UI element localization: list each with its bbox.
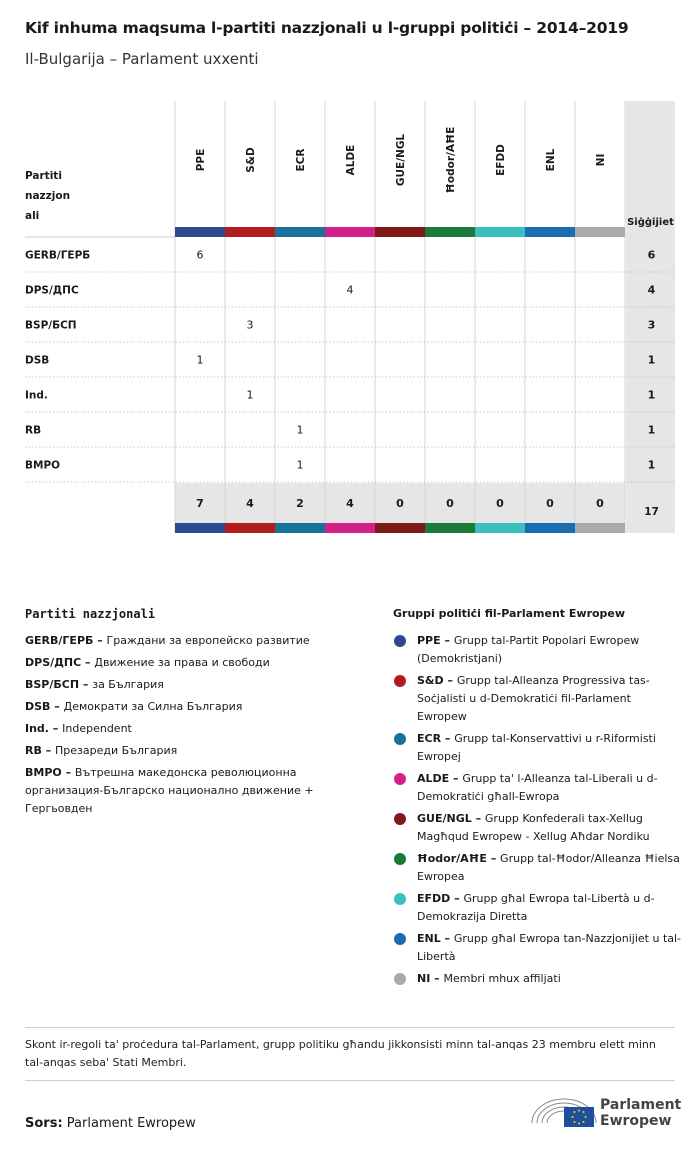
party-legend-item (25, 676, 375, 694)
group-header: ALDE (345, 144, 357, 176)
group-abbr: ENL – (417, 932, 454, 945)
group-color-bar (525, 523, 575, 533)
party-row-label: Ind. (25, 389, 48, 402)
party-abbr: RB – (25, 744, 56, 757)
group-color-dot (394, 733, 406, 745)
column-total: 0 (396, 497, 404, 510)
seat-value: 3 (246, 318, 254, 332)
party-name: Движение за права и свободи (94, 656, 270, 669)
group-color-dot (394, 853, 406, 865)
group-legend-item (393, 810, 683, 846)
column-total: 4 (246, 497, 254, 510)
group-color-bar (275, 227, 325, 237)
group-header: ECR (295, 148, 307, 172)
group-color-bar (575, 227, 625, 237)
group-abbr: ALDE – (417, 772, 463, 785)
group-abbr: Ħodor/AĦE – (417, 852, 501, 865)
party-row-label: BMPO (25, 459, 61, 472)
group-name: Grupp tal-Ħodor/Alleanza Ħielsa Ewropea (417, 852, 680, 883)
column-total: 0 (546, 497, 554, 510)
seat-value: 1 (296, 423, 304, 437)
seat-value: 1 (246, 388, 254, 402)
row-total: 1 (647, 353, 656, 367)
group-color-bar (275, 523, 325, 533)
party-legend-item (25, 720, 375, 738)
party-abbr: BMPO – (25, 766, 75, 779)
group-color-bar (425, 227, 475, 237)
group-color-dot (394, 973, 406, 985)
column-total: 0 (446, 497, 454, 510)
group-color-bar (375, 227, 425, 237)
row-total: 1 (647, 388, 656, 402)
group-name: Membri mhux affiljati (443, 972, 561, 985)
seat-value: 6 (196, 248, 204, 262)
group-name: Grupp tal-Alleanza Progressiva tas-Soċjalisti u d-Demokratiċi fil-Parlament Ewropew (417, 674, 650, 723)
group-header: GUE/NGL (395, 133, 407, 187)
seat-table (0, 0, 700, 540)
group-name: Grupp għal Ewropa tal-Libertà u d-Demokrazija Diretta (417, 892, 655, 923)
group-abbr: S&D – (417, 674, 457, 687)
group-color-bar (175, 523, 225, 533)
group-legend-item (393, 970, 683, 988)
party-row-label: RB (25, 424, 42, 437)
party-legend-item (25, 654, 375, 672)
group-color-dot (394, 813, 406, 825)
group-color-dot (394, 773, 406, 785)
group-abbr: PPE – (417, 634, 454, 647)
party-name: Independent (62, 722, 132, 735)
row-total: 3 (647, 318, 656, 332)
group-color-bar (225, 523, 275, 533)
column-total: 0 (496, 497, 504, 510)
row-total: 1 (647, 458, 656, 472)
source-text: Parlament Ewropew (66, 1116, 196, 1131)
group-color-bar (425, 523, 475, 533)
group-name: Grupp tal-Partit Popolari Ewropew (Demokristjani) (417, 634, 640, 665)
group-abbr: NI – (417, 972, 444, 985)
logo-wordmark (600, 1097, 681, 1129)
group-color-bar (575, 523, 625, 533)
group-name: Grupp ta' l-Alleanza tal-Liberali u d-Demokratiċi għall-Ewropa (417, 772, 658, 803)
logo-line2: Ewropew (600, 1113, 672, 1129)
group-color-bar (525, 227, 575, 237)
group-legend (393, 632, 683, 992)
seat-value: 1 (296, 458, 304, 472)
party-row-label: DSB (25, 354, 50, 367)
total-header: Siġġijiet (627, 217, 674, 228)
group-color-bar (325, 523, 375, 533)
group-color-bar (475, 227, 525, 237)
group-color-dot (394, 635, 406, 647)
party-abbr: GERB/ГЕРБ – (25, 634, 107, 647)
group-header: EFDD (495, 144, 507, 176)
group-header: NI (595, 153, 607, 167)
group-legend-item (393, 930, 683, 966)
group-name: Grupp għal Ewropa tan-Nazzjonijiet u tal-Libertà (417, 932, 682, 963)
divider (25, 1027, 675, 1028)
party-abbr: DSB – (25, 700, 64, 713)
chart-subtitle: Il-Bulgarija – Parlament uxxenti (25, 50, 259, 68)
seat-value: 1 (196, 353, 204, 367)
group-color-bar (225, 227, 275, 237)
party-name: за България (92, 678, 164, 691)
group-color-dot (394, 933, 406, 945)
column-total: 7 (196, 497, 204, 510)
source-label: Sors: (25, 1116, 63, 1131)
party-legend-item (25, 764, 375, 818)
group-color-bar (325, 227, 375, 237)
party-legend-title: Partiti nazzjonali (25, 607, 156, 621)
row-header-label: ali (25, 210, 40, 222)
logo-line1: Parlament (600, 1097, 682, 1113)
group-abbr: GUE/NGL – (417, 812, 485, 825)
party-name: Презареди България (55, 744, 178, 757)
grand-total: 17 (644, 506, 659, 518)
group-header: S&D (245, 147, 257, 173)
group-header: PPE (195, 148, 207, 172)
party-legend-item (25, 698, 375, 716)
row-total: 4 (647, 283, 656, 297)
party-abbr: BSP/БСП – (25, 678, 93, 691)
group-header: ENL (545, 148, 557, 172)
group-color-bar (475, 523, 525, 533)
group-color-bar (375, 523, 425, 533)
group-legend-item (393, 890, 683, 926)
group-name: Grupp tal-Konservattivi u r-Riformisti Ewropej (417, 732, 656, 763)
party-name: Граждани за европейско развитие (106, 634, 310, 647)
group-color-dot (394, 893, 406, 905)
party-abbr: DPS/ДПС – (25, 656, 95, 669)
source-line (25, 1116, 196, 1131)
row-header-label: Partiti (25, 170, 62, 182)
chart-title: Kif inhuma maqsuma l-partiti nazzjonali u l-gruppi politiċi – 2014–2019 (25, 19, 629, 37)
column-total: 2 (296, 497, 304, 510)
row-total: 1 (647, 423, 656, 437)
group-legend-item (393, 730, 683, 766)
group-abbr: EFDD – (417, 892, 464, 905)
row-total: 6 (647, 248, 656, 262)
group-legend-item (393, 672, 683, 726)
column-total: 4 (346, 497, 354, 510)
group-color-bar (175, 227, 225, 237)
group-abbr: ECR – (417, 732, 455, 745)
group-legend-item (393, 632, 683, 668)
seat-value: 4 (346, 283, 354, 297)
party-name: Вътрешна македонска революционна организация-Българско национално движение + Гергьовден (25, 766, 314, 815)
party-legend-item (25, 632, 375, 650)
party-abbr: Ind. – (25, 722, 63, 735)
party-legend-item (25, 742, 375, 760)
footnote: Skont ir-regoli ta' proċedura tal-Parlament, grupp politiku għandu jikkonsisti minn tal-anqas 23 membru elett minn tal-anqas seba' Stati Membri. (25, 1038, 656, 1069)
divider (25, 1080, 675, 1081)
party-row-label: DPS/ДПС (25, 284, 79, 297)
group-legend-item (393, 770, 683, 806)
group-color-dot (394, 675, 406, 687)
party-name: Демократи за Силна България (63, 700, 243, 713)
group-name: Grupp Konfederali tax-Xellug Magħqud Ewropew - Xellug Aħdar Nordiku (417, 812, 650, 843)
group-legend-title: Gruppi politiċi fil-Parlament Ewropew (393, 607, 626, 620)
party-legend (25, 632, 375, 822)
row-header-label: nazzjon (25, 190, 71, 202)
party-row-label: GERB/ГЕРБ (25, 249, 91, 262)
group-header: Ħodor/AĦE (445, 126, 457, 194)
column-total: 0 (596, 497, 604, 510)
group-legend-item (393, 850, 683, 886)
party-row-label: BSP/БСП (25, 319, 77, 332)
